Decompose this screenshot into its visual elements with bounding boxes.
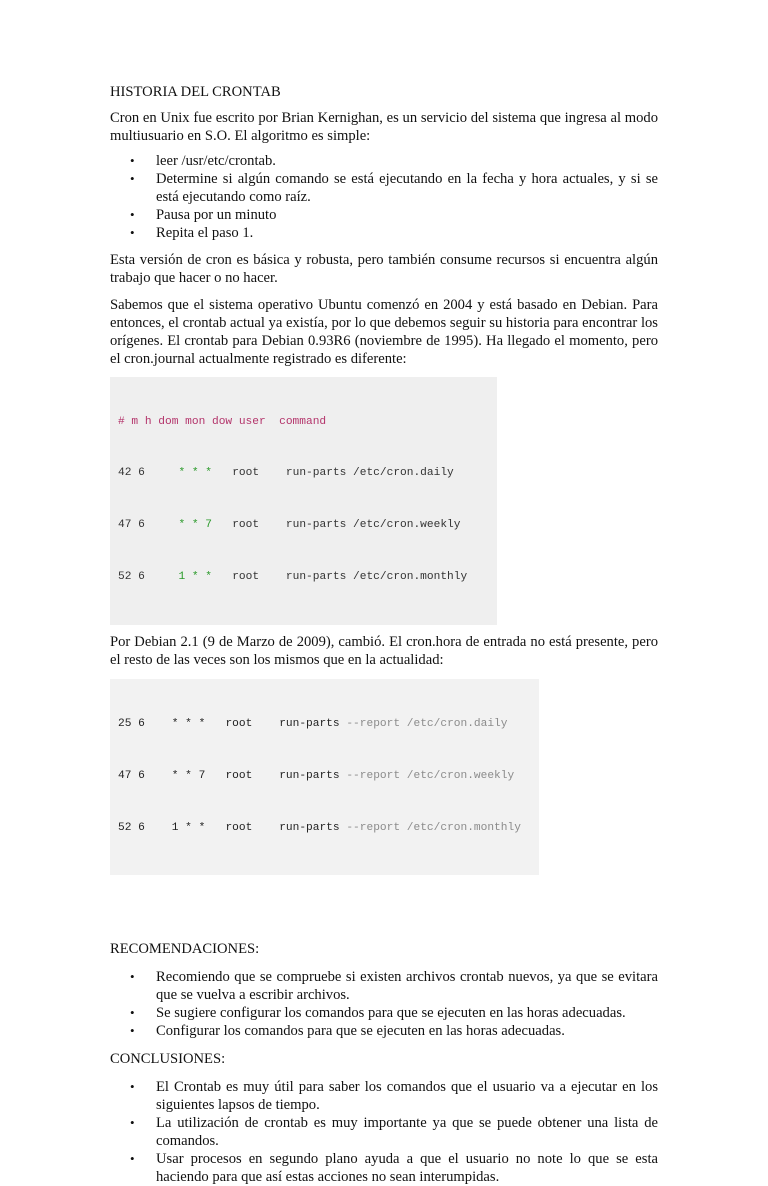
crontab-code-block-1	[110, 377, 497, 625]
list-item: • leer /usr/etc/crontab.	[130, 153, 276, 169]
bullet-icon: •	[130, 969, 135, 985]
bullet-icon: •	[130, 225, 135, 240]
code-row: 47 6 * * 7 root run-parts /etc/cron.weekly	[118, 519, 461, 532]
code-row: 47 6 * * 7 root run-parts --report /etc/cron.weekly	[118, 769, 515, 782]
bullet-icon: •	[130, 1151, 135, 1167]
list-item: • Pausa por un minuto	[130, 207, 277, 223]
code-row: 25 6 * * * root run-parts --report /etc/cron.daily	[118, 717, 508, 730]
conclusions-list	[110, 1078, 658, 1186]
bullet-icon: •	[130, 153, 135, 168]
ubuntu-paragraph: Sabemos que el sistema operativo Ubuntu comenzó en 2004 y está basado en Debian. Para entonces, el crontab actual ya existía, por lo que debemos seguir su historia para encontrar los orígenes. El crontab para Debian 0.93R6 (noviembre de 1995). Ha llegado el momento, pero el cron.journal actualmente registrado es diferente:	[110, 297, 658, 367]
algorithm-list	[110, 152, 658, 242]
debian-paragraph: Por Debian 2.1 (9 de Marzo de 2009), cambió. El cron.hora de entrada no está presente, pero el resto de las veces son los mismos que en la actualidad:	[110, 634, 658, 669]
document-page	[110, 83, 658, 1186]
bullet-icon: •	[130, 171, 135, 186]
recommendations-heading: RECOMENDACIONES:	[110, 941, 260, 958]
intro-paragraph: Cron en Unix fue escrito por Brian Kernighan, es un servicio del sistema que ingresa al modo multiusuario en S.O. El algoritmo es simple:	[110, 110, 658, 144]
list-item: • Repita el paso 1.	[130, 225, 254, 241]
list-item: • Usar procesos en segundo plano ayuda a que el usuario no note lo que se esta haciendo para que así estas acciones no sean interumpidas.	[130, 1151, 658, 1186]
crontab-code-block-2	[110, 679, 539, 875]
code-header: # m h dom mon dow user command	[118, 415, 327, 428]
list-item: • Se sugiere configurar los comandos para que se ejecuten en las horas adecuadas.	[130, 1005, 626, 1022]
list-item: • El Crontab es muy útil para saber los comandos que el usuario va a ejecutar en los siguientes lapsos de tiempo.	[130, 1079, 658, 1114]
bullet-icon: •	[130, 1023, 135, 1039]
code-row: 42 6 * * * root run-parts /etc/cron.daily	[118, 467, 454, 480]
list-item: • Determine si algún comando se está ejecutando en la fecha y hora actuales, y si se está ejecutando como raíz.	[130, 171, 658, 205]
code-row: 52 6 1 * * root run-parts /etc/cron.monthly	[118, 571, 468, 584]
bullet-icon: •	[130, 207, 135, 222]
bullet-icon: •	[130, 1115, 135, 1131]
list-item: • Configurar los comandos para que se ejecuten en las horas adecuadas.	[130, 1023, 565, 1040]
bullet-icon: •	[130, 1079, 135, 1095]
list-item: • Recomiendo que se compruebe si existen archivos crontab nuevos, ya que se evitara que se vuelva a escribir archivos.	[130, 969, 658, 1004]
document-title: HISTORIA DEL CRONTAB	[110, 84, 281, 100]
recommendations-list	[110, 968, 658, 1040]
version-paragraph: Esta versión de cron es básica y robusta, pero también consume recursos si encuentra algún trabajo que hacer o no hacer.	[110, 252, 658, 286]
conclusions-heading: CONCLUSIONES:	[110, 1051, 226, 1068]
list-item: • La utilización de crontab es muy importante ya que se puede obtener una lista de comandos.	[130, 1115, 658, 1150]
bullet-icon: •	[130, 1005, 135, 1021]
code-row: 52 6 1 * * root run-parts --report /etc/cron.monthly	[118, 821, 521, 834]
